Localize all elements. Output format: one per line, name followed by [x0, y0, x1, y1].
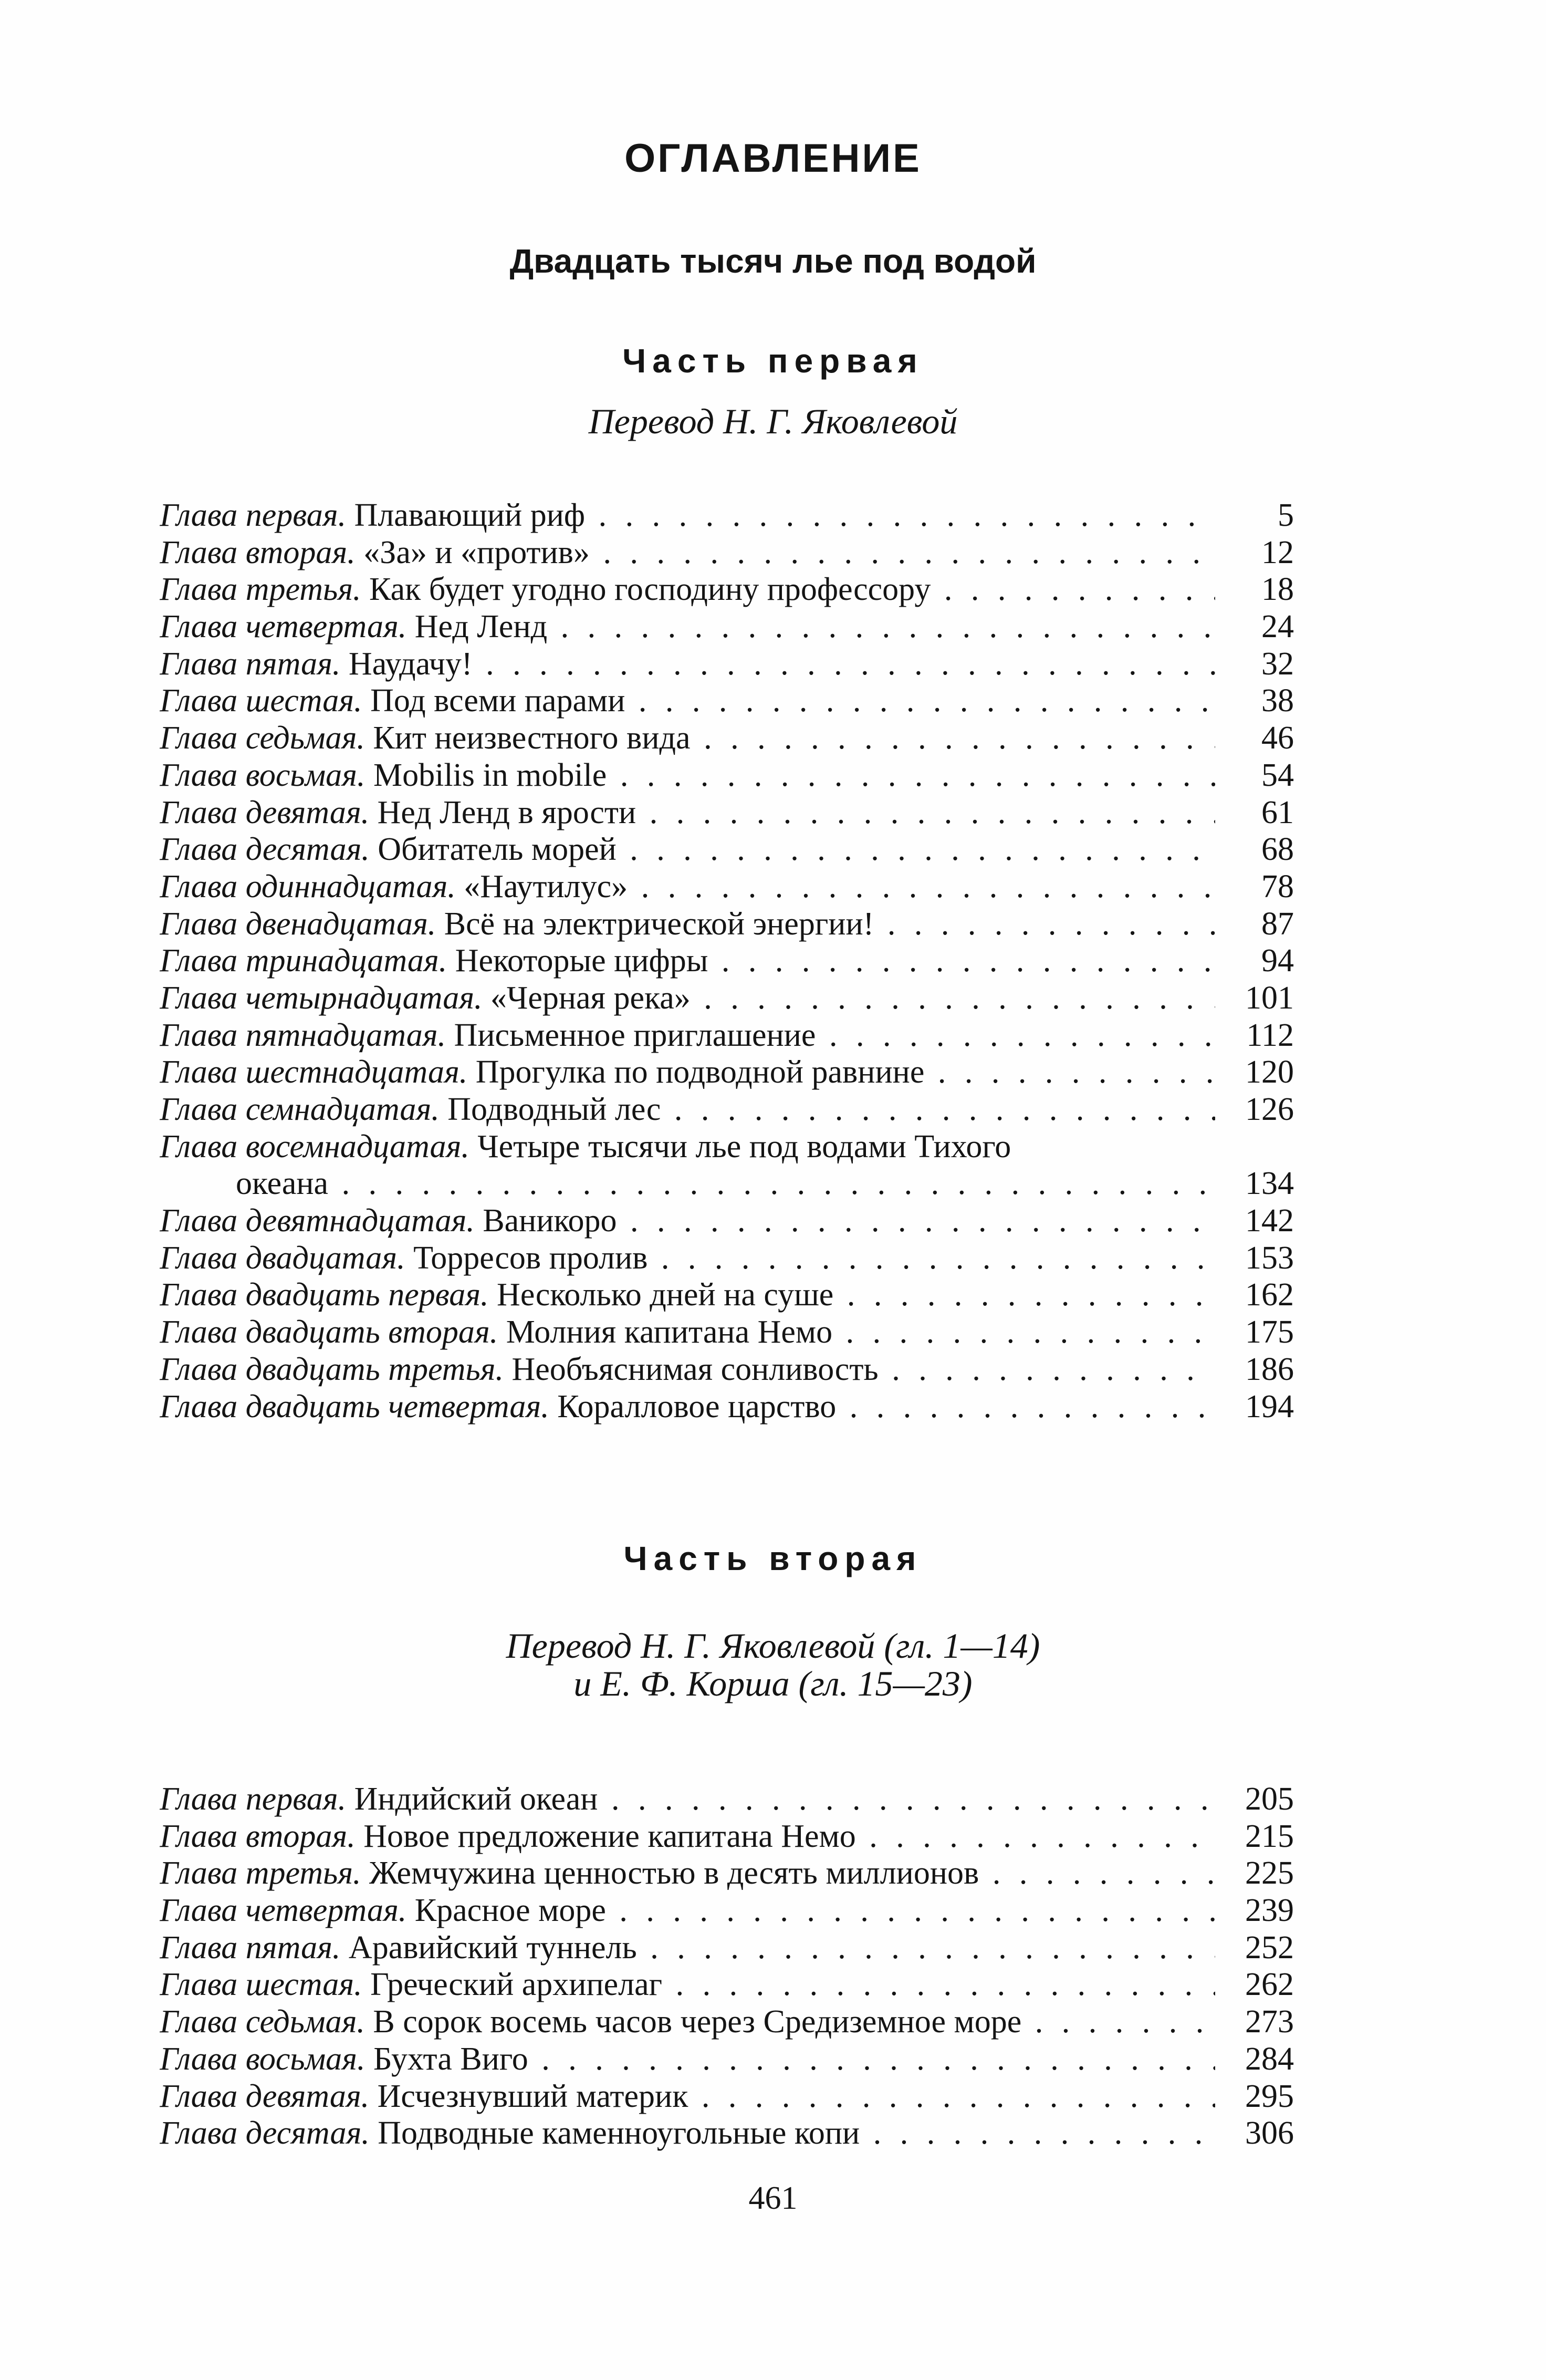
- part2-translator-line2: и Е. Ф. Корша (гл. 15—23): [573, 1664, 973, 1703]
- chapter-title: Четыре тысячи лье под водами Тихого: [477, 1128, 1011, 1165]
- toc-entry: [160, 2115, 1294, 2152]
- chapter-label: Глава шестая.: [160, 683, 362, 719]
- chapter-label: Глава семнадцатая.: [160, 1092, 440, 1127]
- chapter-page-number: 134: [1245, 1166, 1294, 1202]
- toc-entry: [160, 1929, 1294, 1967]
- chapter-page-number: 153: [1245, 1240, 1294, 1276]
- chapter-title: Ваникоро: [483, 1203, 617, 1239]
- chapter-title: В сорок восемь часов через Средиземное море: [373, 2004, 1022, 2040]
- toc-entry: [160, 1818, 1294, 1855]
- chapter-label: Глава девятнадцатая.: [160, 1203, 475, 1239]
- chapter-page-number: 94: [1261, 943, 1294, 979]
- toc-entry: [160, 1781, 1294, 1818]
- toc-entry: [160, 942, 1294, 980]
- chapter-title: Нед Ленд в ярости: [377, 794, 636, 830]
- toc-entry: [160, 1966, 1294, 2003]
- chapter-title: Исчезнувший материк: [377, 2078, 688, 2114]
- chapter-label: Глава тринадцатая.: [160, 943, 447, 979]
- toc-entry: [160, 2041, 1294, 2078]
- toc-entry: [160, 1388, 1294, 1426]
- chapter-page-number: 78: [1261, 868, 1294, 905]
- chapter-title: Mobilis in mobile: [373, 757, 607, 793]
- chapter-page-number: 142: [1245, 1203, 1294, 1239]
- toc-entry: [160, 831, 1294, 868]
- chapter-label: Глава четырнадцатая.: [160, 980, 483, 1016]
- chapter-title: Некоторые цифры: [455, 943, 708, 979]
- chapter-page-number: 284: [1245, 2041, 1294, 2077]
- book-title: Двадцать тысяч лье под водой: [509, 242, 1037, 280]
- chapter-label: Глава вторая.: [160, 1818, 356, 1854]
- toc-entry: [160, 794, 1294, 832]
- chapter-page-number: 101: [1245, 980, 1294, 1016]
- chapter-label: Глава восьмая.: [160, 757, 365, 793]
- chapter-label: Глава седьмая.: [160, 2004, 365, 2040]
- part2-heading: Часть вторая: [623, 1540, 923, 1577]
- chapter-page-number: 5: [1278, 497, 1294, 533]
- toc-entry: [160, 1054, 1294, 1091]
- chapter-label: Глава двадцатая.: [160, 1240, 405, 1276]
- chapter-title: Письменное приглашение: [454, 1017, 816, 1053]
- chapter-page-number: 273: [1245, 2004, 1294, 2040]
- toc-entry: [160, 1091, 1294, 1128]
- chapter-label: Глава вторая.: [160, 534, 356, 570]
- chapter-title: Индийский океан: [354, 1781, 598, 1817]
- chapter-page-number: 24: [1261, 609, 1294, 645]
- chapter-title: Как будет угодно господину профессору: [369, 571, 931, 608]
- chapter-label: Глава первая.: [160, 1781, 347, 1817]
- chapter-label: Глава шестая.: [160, 1967, 362, 2003]
- chapter-label: Глава третья.: [160, 571, 361, 608]
- chapter-title: Наудачу!: [348, 646, 473, 682]
- chapter-label: Глава пятая.: [160, 1929, 341, 1966]
- chapter-page-number: 54: [1261, 757, 1294, 793]
- chapter-label: Глава восьмая.: [160, 2041, 365, 2077]
- chapter-label: Глава двадцать первая.: [160, 1277, 489, 1313]
- chapter-label: Глава восемнадцатая.: [160, 1128, 469, 1165]
- toc-entry: [160, 1351, 1294, 1388]
- toc-entry: [160, 646, 1294, 683]
- chapter-title: Бухта Виго: [373, 2041, 528, 2077]
- toc-entry: [160, 1314, 1294, 1351]
- toc-entry: [160, 2003, 1294, 2041]
- chapter-label: Глава двенадцатая.: [160, 906, 436, 942]
- chapter-page-number: 215: [1245, 1818, 1294, 1854]
- part1-translator: Перевод Н. Г. Яковлевой: [588, 401, 958, 441]
- toc-entry: [160, 571, 1294, 608]
- chapter-page-number: 295: [1245, 2078, 1294, 2114]
- chapter-page-number: 18: [1261, 571, 1294, 608]
- toc-entry: [160, 868, 1294, 906]
- chapter-title: Подводный лес: [447, 1092, 661, 1127]
- chapter-title: Прогулка по подводной равнине: [475, 1054, 925, 1090]
- toc-entry: [160, 720, 1294, 757]
- part1-heading: Часть первая: [622, 342, 924, 380]
- chapter-title: Новое предложение капитана Немо: [363, 1818, 856, 1854]
- toc-entry: [160, 1202, 1294, 1240]
- chapter-label: Глава двадцать вторая.: [160, 1314, 498, 1350]
- toc-entry: [160, 534, 1294, 571]
- chapter-title: Торресов пролив: [413, 1240, 648, 1276]
- chapter-title: Необъяснимая сонливость: [511, 1351, 879, 1387]
- chapter-title: Греческий архипелаг: [370, 1967, 663, 2003]
- chapter-title: Коралловое царство: [557, 1388, 837, 1425]
- chapter-title: «Черная река»: [490, 980, 691, 1016]
- part1-toc: [160, 497, 1294, 1425]
- toc-entry: [160, 757, 1294, 794]
- chapter-title: Кит неизвестного вида: [373, 720, 691, 756]
- chapter-page-number: 46: [1261, 720, 1294, 756]
- toc-entry-continuation: [160, 1165, 1294, 1202]
- chapter-title: «За» и «против»: [363, 534, 590, 570]
- chapter-title: «Наутилус»: [464, 868, 628, 905]
- chapter-page-number: 32: [1261, 646, 1294, 682]
- chapter-title: Под всеми парами: [370, 683, 625, 719]
- chapter-page-number: 186: [1245, 1351, 1294, 1387]
- chapter-title: Подводные каменноугольные копи: [378, 2115, 860, 2152]
- chapter-label: Глава десятая.: [160, 2115, 370, 2152]
- chapter-title: Обитатель морей: [378, 832, 617, 868]
- page-number: 461: [748, 2180, 798, 2216]
- chapter-title: Нед Ленд: [414, 609, 548, 645]
- toc-entry: [160, 1855, 1294, 1892]
- chapter-page-number: 239: [1245, 1893, 1294, 1929]
- chapter-label: Глава девятая.: [160, 2078, 370, 2114]
- chapter-page-number: 175: [1245, 1314, 1294, 1350]
- chapter-page-number: 68: [1261, 832, 1294, 868]
- chapter-page-number: 61: [1261, 794, 1294, 830]
- chapter-title: Несколько дней на суше: [497, 1277, 834, 1313]
- chapter-label: Глава третья.: [160, 1855, 361, 1891]
- toc-entry: [160, 608, 1294, 646]
- chapter-page-number: 252: [1245, 1929, 1294, 1966]
- chapter-label: Глава одиннадцатая.: [160, 868, 456, 905]
- toc-entry: [160, 682, 1294, 720]
- chapter-title: Аравийский туннель: [348, 1929, 637, 1966]
- chapter-label: Глава десятая.: [160, 832, 370, 868]
- chapter-title: Плавающий риф: [354, 497, 586, 533]
- chapter-label: Глава седьмая.: [160, 720, 365, 756]
- chapter-label: Глава шестнадцатая.: [160, 1054, 468, 1090]
- part2-toc: [160, 1781, 1294, 2152]
- chapter-page-number: 112: [1246, 1017, 1294, 1053]
- part2-translator-line1: Перевод Н. Г. Яковлевой (гл. 1—14): [506, 1626, 1040, 1666]
- toc-entry: [160, 906, 1294, 943]
- chapter-page-number: 205: [1245, 1781, 1294, 1817]
- chapter-page-number: 194: [1245, 1388, 1294, 1425]
- chapter-label: Глава пятая.: [160, 646, 341, 682]
- chapter-label: Глава пятнадцатая.: [160, 1017, 446, 1053]
- toc-entry: [160, 497, 1294, 534]
- chapter-page-number: 87: [1261, 906, 1294, 942]
- chapter-title: Жемчужина ценностью в десять миллионов: [369, 1855, 979, 1891]
- chapter-page-number: 306: [1245, 2115, 1294, 2152]
- chapter-page-number: 120: [1245, 1054, 1294, 1090]
- chapter-page-number: 225: [1245, 1855, 1294, 1891]
- chapter-label: Глава четвертая.: [160, 1893, 407, 1929]
- toc-entry: [160, 2078, 1294, 2115]
- toc-entry: [160, 1240, 1294, 1277]
- chapter-label: Глава двадцать четвертая.: [160, 1388, 549, 1425]
- toc-entry: [160, 980, 1294, 1017]
- chapter-page-number: 12: [1261, 534, 1294, 570]
- chapter-page-number: 38: [1261, 683, 1294, 719]
- toc-entry: [160, 1892, 1294, 1929]
- page-title: ОГЛАВЛЕНИЕ: [624, 136, 922, 181]
- chapter-page-number: 126: [1245, 1092, 1294, 1127]
- chapter-label: Глава первая.: [160, 497, 347, 533]
- chapter-title: Красное море: [414, 1893, 606, 1929]
- chapter-title: Молния капитана Немо: [506, 1314, 833, 1350]
- chapter-label: Глава девятая.: [160, 794, 370, 830]
- chapter-page-number: 262: [1245, 1967, 1294, 2003]
- chapter-page-number: 162: [1245, 1277, 1294, 1313]
- toc-entry: [160, 1017, 1294, 1054]
- toc-entry: [160, 1276, 1294, 1314]
- chapter-title: Всё на электрической энергии!: [444, 906, 874, 942]
- chapter-title-continuation: океана: [236, 1166, 329, 1202]
- chapter-label: Глава четвертая.: [160, 609, 407, 645]
- chapter-label: Глава двадцать третья.: [160, 1351, 504, 1387]
- toc-entry: [160, 1128, 1294, 1166]
